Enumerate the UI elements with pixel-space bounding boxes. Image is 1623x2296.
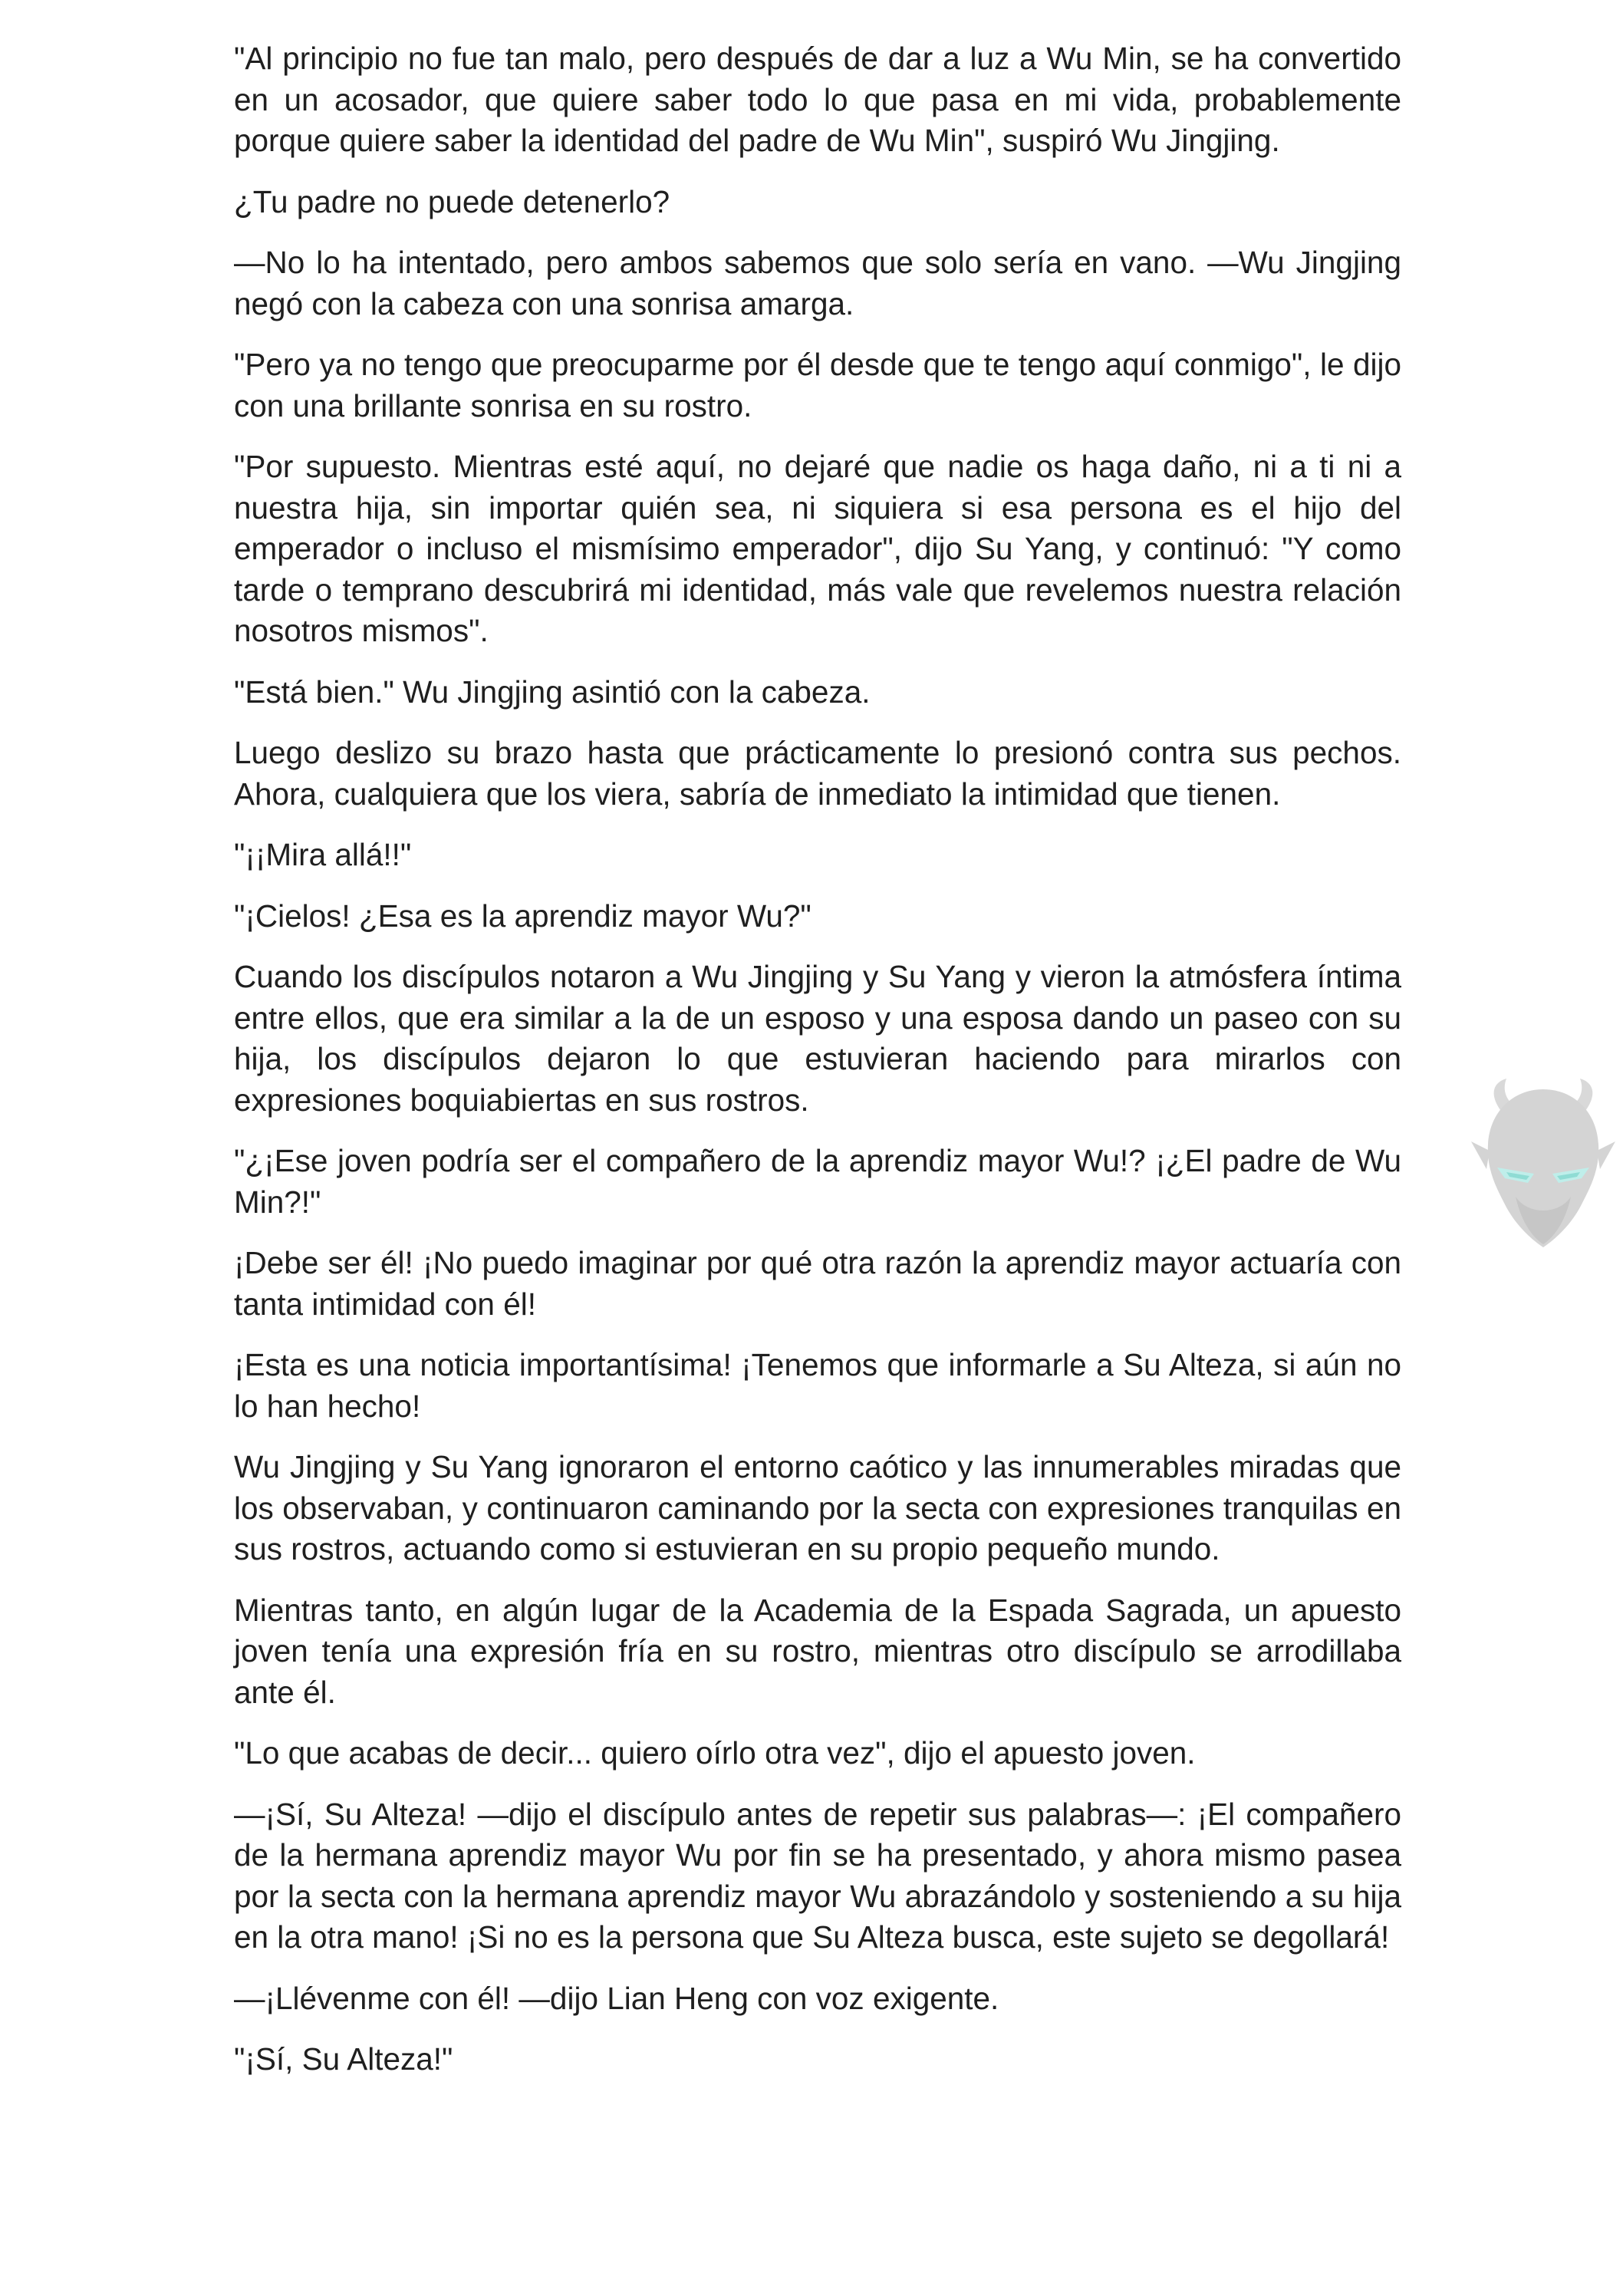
paragraph-18: —¡Llévenme con él! —dijo Lian Heng con voz exigente.	[234, 1980, 999, 2016]
paragraph-8: "¡¡Mira allá!!"	[234, 837, 412, 872]
paragraph-9: "¡Cielos! ¿Esa es la aprendiz mayor Wu?"	[234, 898, 812, 934]
paragraph-17: —¡Sí, Su Alteza! —dijo el discípulo antes de repetir sus palabras—: ¡El compañero de la hermana aprendiz mayor Wu por fin se ha presentado, y ahora mismo pasea por la secta con la hermana aprendiz mayor Wu abrazándolo y sosteniendo a su hija en la otra mano! ¡Si no es la persona que Su Alteza busca, este sujeto se degollará!	[234, 1796, 1401, 1955]
paragraph-12: ¡Debe ser él! ¡No puedo imaginar por qué otra razón la aprendiz mayor actuaría con tanta intimidad con él!	[234, 1245, 1401, 1322]
paragraph-7: Luego deslizo su brazo hasta que prácticamente lo presionó contra sus pechos. Ahora, cualquiera que los viera, sabría de inmediato la intimidad que tienen.	[234, 735, 1401, 812]
paragraph-14: Wu Jingjing y Su Yang ignoraron el entorno caótico y las innumerables miradas que los observaban, y continuaron caminando por la secta con expresiones tranquilas en sus rostros, actuando como si estuvieran en su propio pequeño mundo.	[234, 1449, 1401, 1566]
demon-head-icon	[1467, 1074, 1620, 1250]
paragraph-16: "Lo que acabas de decir... quiero oírlo otra vez", dijo el apuesto joven.	[234, 1735, 1196, 1771]
paragraph-3: —No lo ha intentado, pero ambos sabemos que solo sería en vano. —Wu Jingjing negó con la cabeza con una sonrisa amarga.	[234, 245, 1401, 321]
paragraph-11: "¿¡Ese joven podría ser el compañero de la aprendiz mayor Wu!? ¡¿El padre de Wu Min?!"	[234, 1143, 1401, 1220]
paragraph-6: "Está bien." Wu Jingjing asintió con la cabeza.	[234, 674, 871, 710]
paragraph-1: "Al principio no fue tan malo, pero después de dar a luz a Wu Min, se ha convertido en un acosador, que quiere saber todo lo que pasa en mi vida, probablemente porque quiere saber la identidad del padre de Wu Min", suspiró Wu Jingjing.	[234, 41, 1401, 158]
paragraph-2: ¿Tu padre no puede detenerlo?	[234, 183, 670, 219]
paragraph-13: ¡Esta es una noticia importantísima! ¡Tenemos que informarle a Su Alteza, si aún no lo han hecho!	[234, 1347, 1401, 1424]
paragraph-15: Mientras tanto, en algún lugar de la Academia de la Espada Sagrada, un apuesto joven tenía una expresión fría en su rostro, mientras otro discípulo se arrodillaba ante él.	[234, 1592, 1401, 1710]
paragraph-4: "Pero ya no tengo que preocuparme por él desde que te tengo aquí conmigo", le dijo con una brillante sonrisa en su rostro.	[234, 347, 1401, 423]
paragraph-5: "Por supuesto. Mientras esté aquí, no dejaré que nadie os haga daño, ni a ti ni a nuestra hija, sin importar quién sea, ni siquiera si esa persona es el hijo del emperador o incluso el mismísimo emperador", dijo Su Yang, y continuó: "Y como tarde o temprano descubrirá mi identidad, más vale que revelemos nuestra relación nosotros mismos".	[234, 449, 1401, 648]
document-body	[234, 38, 1401, 2100]
paragraph-10: Cuando los discípulos notaron a Wu Jingjing y Su Yang y vieron la atmósfera íntima entre ellos, que era similar a la de un esposo y una esposa dando un paseo con su hija, los discípulos dejaron lo que estuvieran haciendo para mirarlos con expresiones boquiabiertas en sus rostros.	[234, 959, 1401, 1118]
paragraph-19: "¡Sí, Su Alteza!"	[234, 2041, 453, 2077]
